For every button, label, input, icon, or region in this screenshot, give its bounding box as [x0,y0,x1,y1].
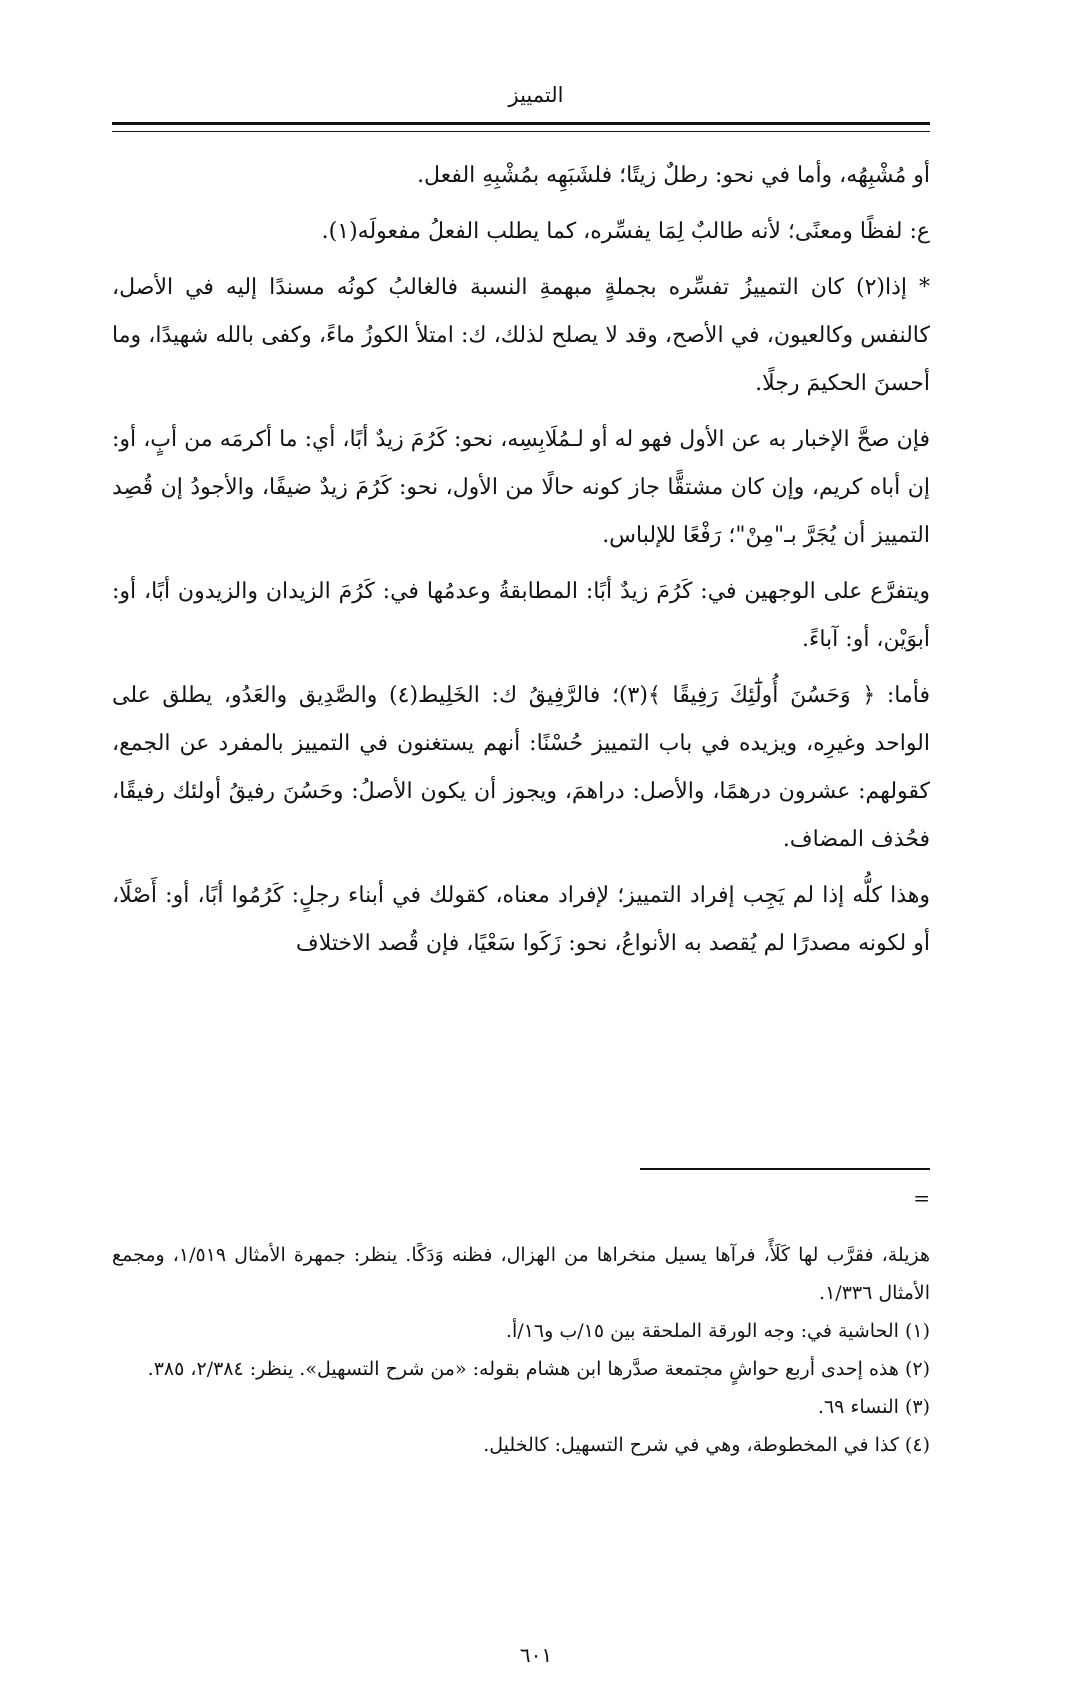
body-paragraph: فإن صحَّ الإخبار به عن الأول فهو له أو لـمُلَابِسِه، نحو: كَرُمَ زيدٌ أبًا، أي: ما أكرمَه من أبٍ، أو: إن أباه كريم، وإن كان مشتقًّا جاز كونه حالًا من الأول، نحو: كَرُمَ زيدٌ ضيفًا، والأجودُ إن قُصِد التمييز أن يُجَرَّ بـ"مِنْ"؛ رَفْعًا للإلباس. [112,427,930,548]
body-paragraph: ويتفرَّع على الوجهين في: كَرُمَ زيدٌ أبًا: المطابقةُ وعدمُها في: كَرُمَ الزيدان والزيدون أبًا، أو: أبوَيْن، أو: آباءً. [112,579,930,652]
page-number: ٦٠١ [519,1643,553,1667]
main-text [112,152,930,968]
body-paragraph: فأما: ﴿ وَحَسُنَ أُولَٰٓئِكَ رَفِيقًا ﴾(٣)؛ فالرَّفِيقُ ك: الخَلِيط(٤) والصَّدِيق والعَدُو، يطلق على الواحد وغيرِه، ويزيده في باب التمييز حُسْنًا: أنهم يستغنون في التمييز بالمفرد عن الجمع، كقولهم: عشرون درهمًا، والأصل: دراهمَ، ويجوز أن يكون الأصلُ: وحَسُنَ رفيقُ أولئك رفيقًا، فحُذف المضاف. [112,683,930,852]
footnote-item: (٢) هذه إحدى أربع حواشٍ مجتمعة صدَّرها ابن هشام بقوله: «من شرح التسهيل». ينظر: ٢/٣٨٤، ٣٨٥. [147,1358,930,1380]
footnote-item: هزيلة، فقرَّب لها كَلَأً، فرآها يسيل منخراها من الهزال، فظنه وَدَكًا. ينظر: جمهرة الأمثال ١/٥١٩، ومجمع الأمثال ١/٣٣٦. [112,1244,930,1304]
footnotes-block [112,1236,930,1464]
footnote-item: (١) الحاشية في: وجه الورقة الملحقة بين ١٥/ب و١٦/أ. [505,1320,930,1342]
body-paragraph: أو مُشْبِهُه، وأما في نحو: رطلٌ زيتًا؛ فلشَبَهِه بمُشْبِهِ الفعل. [417,163,930,188]
header-rule-thin [112,131,930,132]
header-rule-thick [112,122,930,125]
running-header-title: التمييز [508,83,564,107]
footnote-separator [640,1168,930,1170]
body-paragraph: ع: لفظًا ومعنًى؛ لأنه طالبٌ لِمَا يفسِّره، كما يطلب الفعلُ مفعولَه(١). [321,219,930,244]
body-paragraph: وهذا كلُّه إذا لم يَجِب إفراد التمييز؛ لإفراد معناه، كقولك في أبناء رجلٍ: كَرُمُوا أبًا، أو: أَصْلًا، أو لكونه مصدرًا لم يُقصد به الأنواعُ، نحو: زَكَوا سَعْيًا، فإن قُصد الاختلاف [112,883,930,956]
footnote-continuation-mark: = [913,1186,930,1210]
footnote-item: (٤) كذا في المخطوطة، وهي في شرح التسهيل: كالخليل. [483,1434,930,1456]
footnote-item: (٣) النساء ٦٩. [817,1396,930,1418]
body-paragraph: * إذا(٢) كان التمييزُ تفسِّره بجملةٍ مبهمةِ النسبة فالغالبُ كونُه مسندًا إليه في الأصل، كالنفس وكالعيون، في الأصح، وقد لا يصلح لذلك، ك: امتلأ الكوزُ ماءً، وكفى بالله شهيدًا، وما أحسنَ الحكيمَ رجلًا. [112,275,930,396]
